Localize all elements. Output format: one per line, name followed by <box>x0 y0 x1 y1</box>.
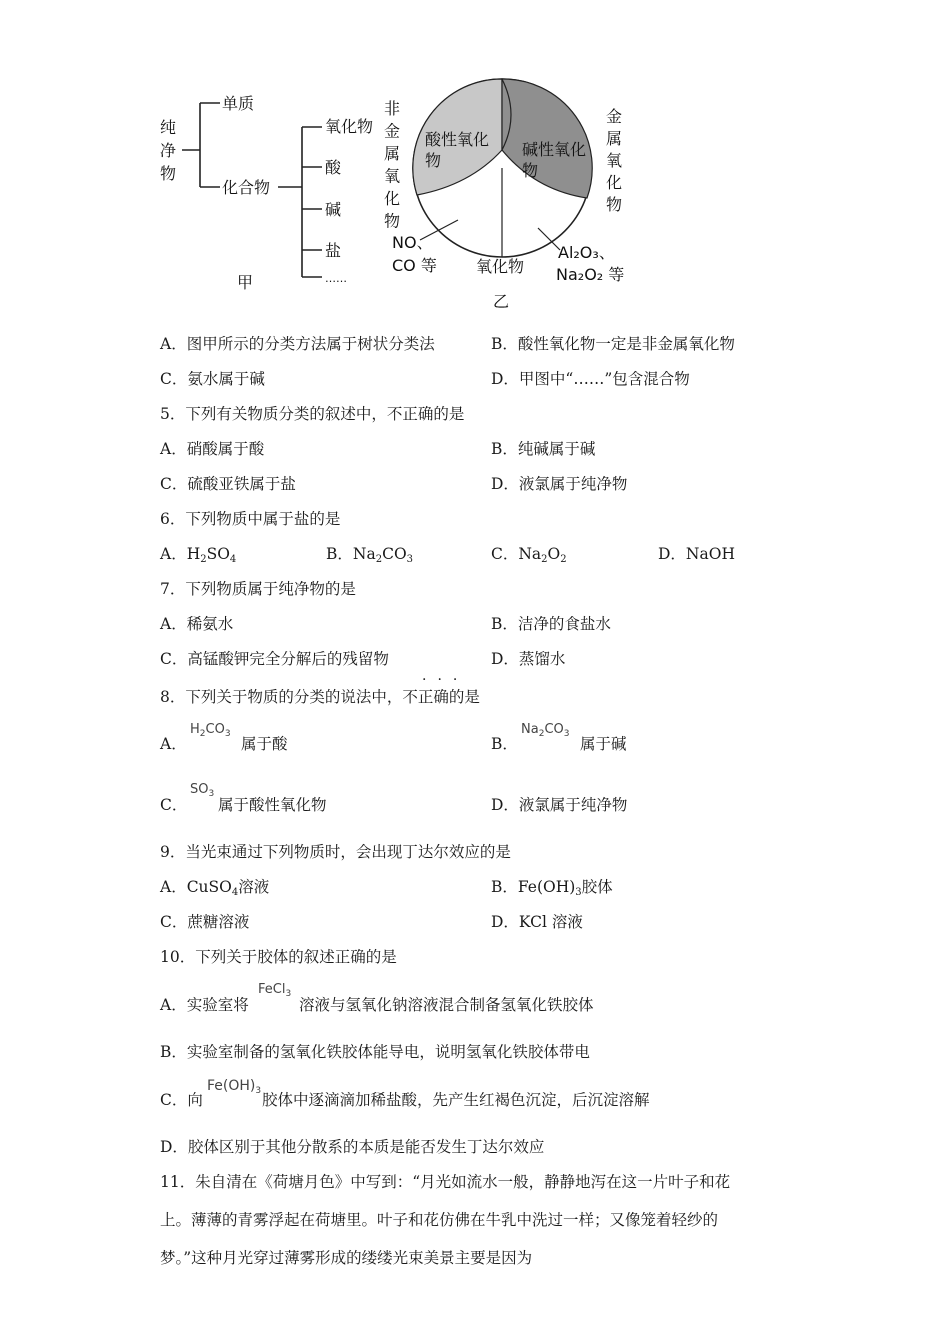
nonmetal-vert-char: 化 <box>384 189 401 208</box>
pie-acid-line2: 物 <box>425 151 442 170</box>
metal-vert-char: 金 <box>606 107 623 126</box>
nonmetal-oxide-label <box>384 99 400 231</box>
q8-c-formula: $SO_3$ <box>190 782 215 799</box>
pie-na-label: Na₂O₂ 等 <box>556 265 625 284</box>
q6-option-b[interactable]: B．$Na_2CO_3$ <box>326 545 414 565</box>
q11-line1: 11．朱自清在《荷塘月色》中写到：“月光如流水一般，静静地泻在这一片叶子和花 <box>160 1173 731 1191</box>
q4-option-c[interactable]: C．氨水属于碱 <box>160 370 265 388</box>
q8-option-a-label[interactable]: A． <box>160 735 187 753</box>
q8-option-a-text[interactable]: 属于酸 <box>241 735 288 753</box>
nonmetal-vert-char: 物 <box>384 211 401 231</box>
tree-l2-oxide: 氧化物 <box>325 117 374 136</box>
q6-option-c[interactable]: C．$Na_2O_2$ <box>491 545 567 565</box>
q9-option-a[interactable]: A．CuSO$_4$溶液 <box>160 878 270 898</box>
q8-option-d[interactable]: D．液氯属于纯净物 <box>491 796 628 814</box>
q10-option-c-text[interactable]: 胶体中逐滴滴加稀盐酸，先产生红褐色沉淀，后沉淀溶解 <box>262 1091 650 1109</box>
q6-stem: 6．下列物质中属于盐的是 <box>160 510 341 528</box>
nonmetal-vert-char: 属 <box>384 144 401 163</box>
q4-option-d[interactable]: D．甲图中“……”包含混合物 <box>491 370 690 388</box>
q8-option-c-text[interactable]: 属于酸性氧化物 <box>218 796 327 814</box>
q10-stem: 10．下列关于胶体的叙述正确的是 <box>160 948 397 966</box>
pie-bottom-label: 氧化物 <box>476 257 525 276</box>
nonmetal-vert-char: 金 <box>384 121 401 141</box>
q8-option-c-label[interactable]: C． <box>160 796 188 814</box>
q11-line3: 梦。”这种月光穿过薄雾形成的缕缕光束美景主要是因为 <box>160 1249 533 1267</box>
q10-a-formula: FeCl$_3$ <box>258 982 292 999</box>
nonmetal-vert-char: 氧 <box>384 166 401 186</box>
q5-option-c[interactable]: C．硫酸亚铁属于盐 <box>160 475 296 493</box>
q7-option-d[interactable]: D．蒸馏水 <box>491 650 566 668</box>
metal-vert-char: 氧 <box>606 151 623 170</box>
nonmetal-vert-char: 非 <box>384 99 401 118</box>
emphasis-dots: ··· <box>422 672 469 688</box>
pie-base-line2: 物 <box>522 161 539 180</box>
metal-vert-char: 化 <box>606 173 623 192</box>
q5-option-a[interactable]: A．硝酸属于酸 <box>160 440 265 458</box>
q10-option-c-label[interactable]: C．向 <box>160 1091 203 1109</box>
metal-oxide-label <box>606 107 622 214</box>
caption-jia: 甲 <box>237 273 254 292</box>
pie-base-line1: 碱性氧化 <box>522 140 587 159</box>
q8-option-b-label[interactable]: B． <box>491 735 518 753</box>
q10-option-a-label[interactable]: A．实验室将 <box>160 996 249 1014</box>
q9-option-d[interactable]: D．KCl 溶液 <box>491 913 583 931</box>
pie-al-label: Al₂O₃、 <box>558 243 615 262</box>
q5-stem: 5．下列有关物质分类的叙述中，不正确的是 <box>160 405 465 423</box>
classification-diagram <box>0 0 950 320</box>
tree-root-char-2: 净 <box>160 141 177 160</box>
q4-option-a[interactable]: A．图甲所示的分类方法属于树状分类法 <box>160 335 435 353</box>
q9-stem: 9．当光束通过下列物质时，会出现丁达尔效应的是 <box>160 843 511 861</box>
tree-l1-compound: 化合物 <box>222 178 271 197</box>
q8-b-formula: $Na_2CO_3$ <box>521 722 570 739</box>
tree-l2-base: 碱 <box>325 200 342 219</box>
pie-acid-line1: 酸性氧化 <box>425 130 490 149</box>
q8-stem: 8．下列关于物质的分类的说法中，不正确的是 <box>160 688 480 706</box>
q10-option-d[interactable]: D．胶体区别于其他分散系的本质是能否发生丁达尔效应 <box>160 1138 545 1156</box>
q9-option-b[interactable]: B．$Fe(OH)_3$胶体 <box>491 878 613 898</box>
q7-option-c[interactable]: C．高锰酸钾完全分解后的残留物 <box>160 650 389 668</box>
q10-option-b[interactable]: B．实验室制备的氢氧化铁胶体能导电，说明氢氧化铁胶体带电 <box>160 1043 590 1061</box>
q8-a-formula: $H_2CO_3$ <box>190 722 231 739</box>
tree-l2-acid: 酸 <box>325 158 342 177</box>
pie-no-label: NO、 <box>392 233 433 252</box>
tree-root-char-1: 纯 <box>160 118 177 137</box>
q11-line2: 上。薄薄的青雾浮起在荷塘里。叶子和花仿佛在牛乳中洗过一样；又像笼着轻纱的 <box>160 1211 719 1229</box>
metal-vert-char: 物 <box>606 195 623 214</box>
q5-option-d[interactable]: D．液氯属于纯净物 <box>491 475 628 493</box>
q4-option-b[interactable]: B．酸性氧化物一定是非金属氧化物 <box>491 335 735 353</box>
q5-option-b[interactable]: B．纯碱属于碱 <box>491 440 596 458</box>
q6-option-d[interactable]: D．NaOH <box>658 545 735 563</box>
tree-root-char-3: 物 <box>160 164 177 183</box>
q8-option-b-text[interactable]: 属于碱 <box>580 735 627 753</box>
tree-l1-simple: 单质 <box>222 94 255 113</box>
q9-option-c[interactable]: C．蔗糖溶液 <box>160 913 250 931</box>
caption-yi: 乙 <box>493 292 510 311</box>
q7-option-a[interactable]: A．稀氨水 <box>160 615 234 633</box>
q7-stem: 7．下列物质属于纯净物的是 <box>160 580 356 598</box>
q7-option-b[interactable]: B．洁净的食盐水 <box>491 615 611 633</box>
q10-option-a-text[interactable]: 溶液与氢氧化钠溶液混合制备氢氧化铁胶体 <box>299 996 594 1014</box>
tree-l2-salt: 盐 <box>325 241 342 260</box>
q6-option-a[interactable]: A．$H_2SO_4$ <box>160 545 237 565</box>
metal-vert-char: 属 <box>606 129 623 148</box>
tree-l2-ellipsis: …… <box>325 272 347 285</box>
pie-co-label: CO 等 <box>392 256 437 275</box>
q10-c-formula: $Fe(OH)_3$ <box>207 1078 262 1096</box>
